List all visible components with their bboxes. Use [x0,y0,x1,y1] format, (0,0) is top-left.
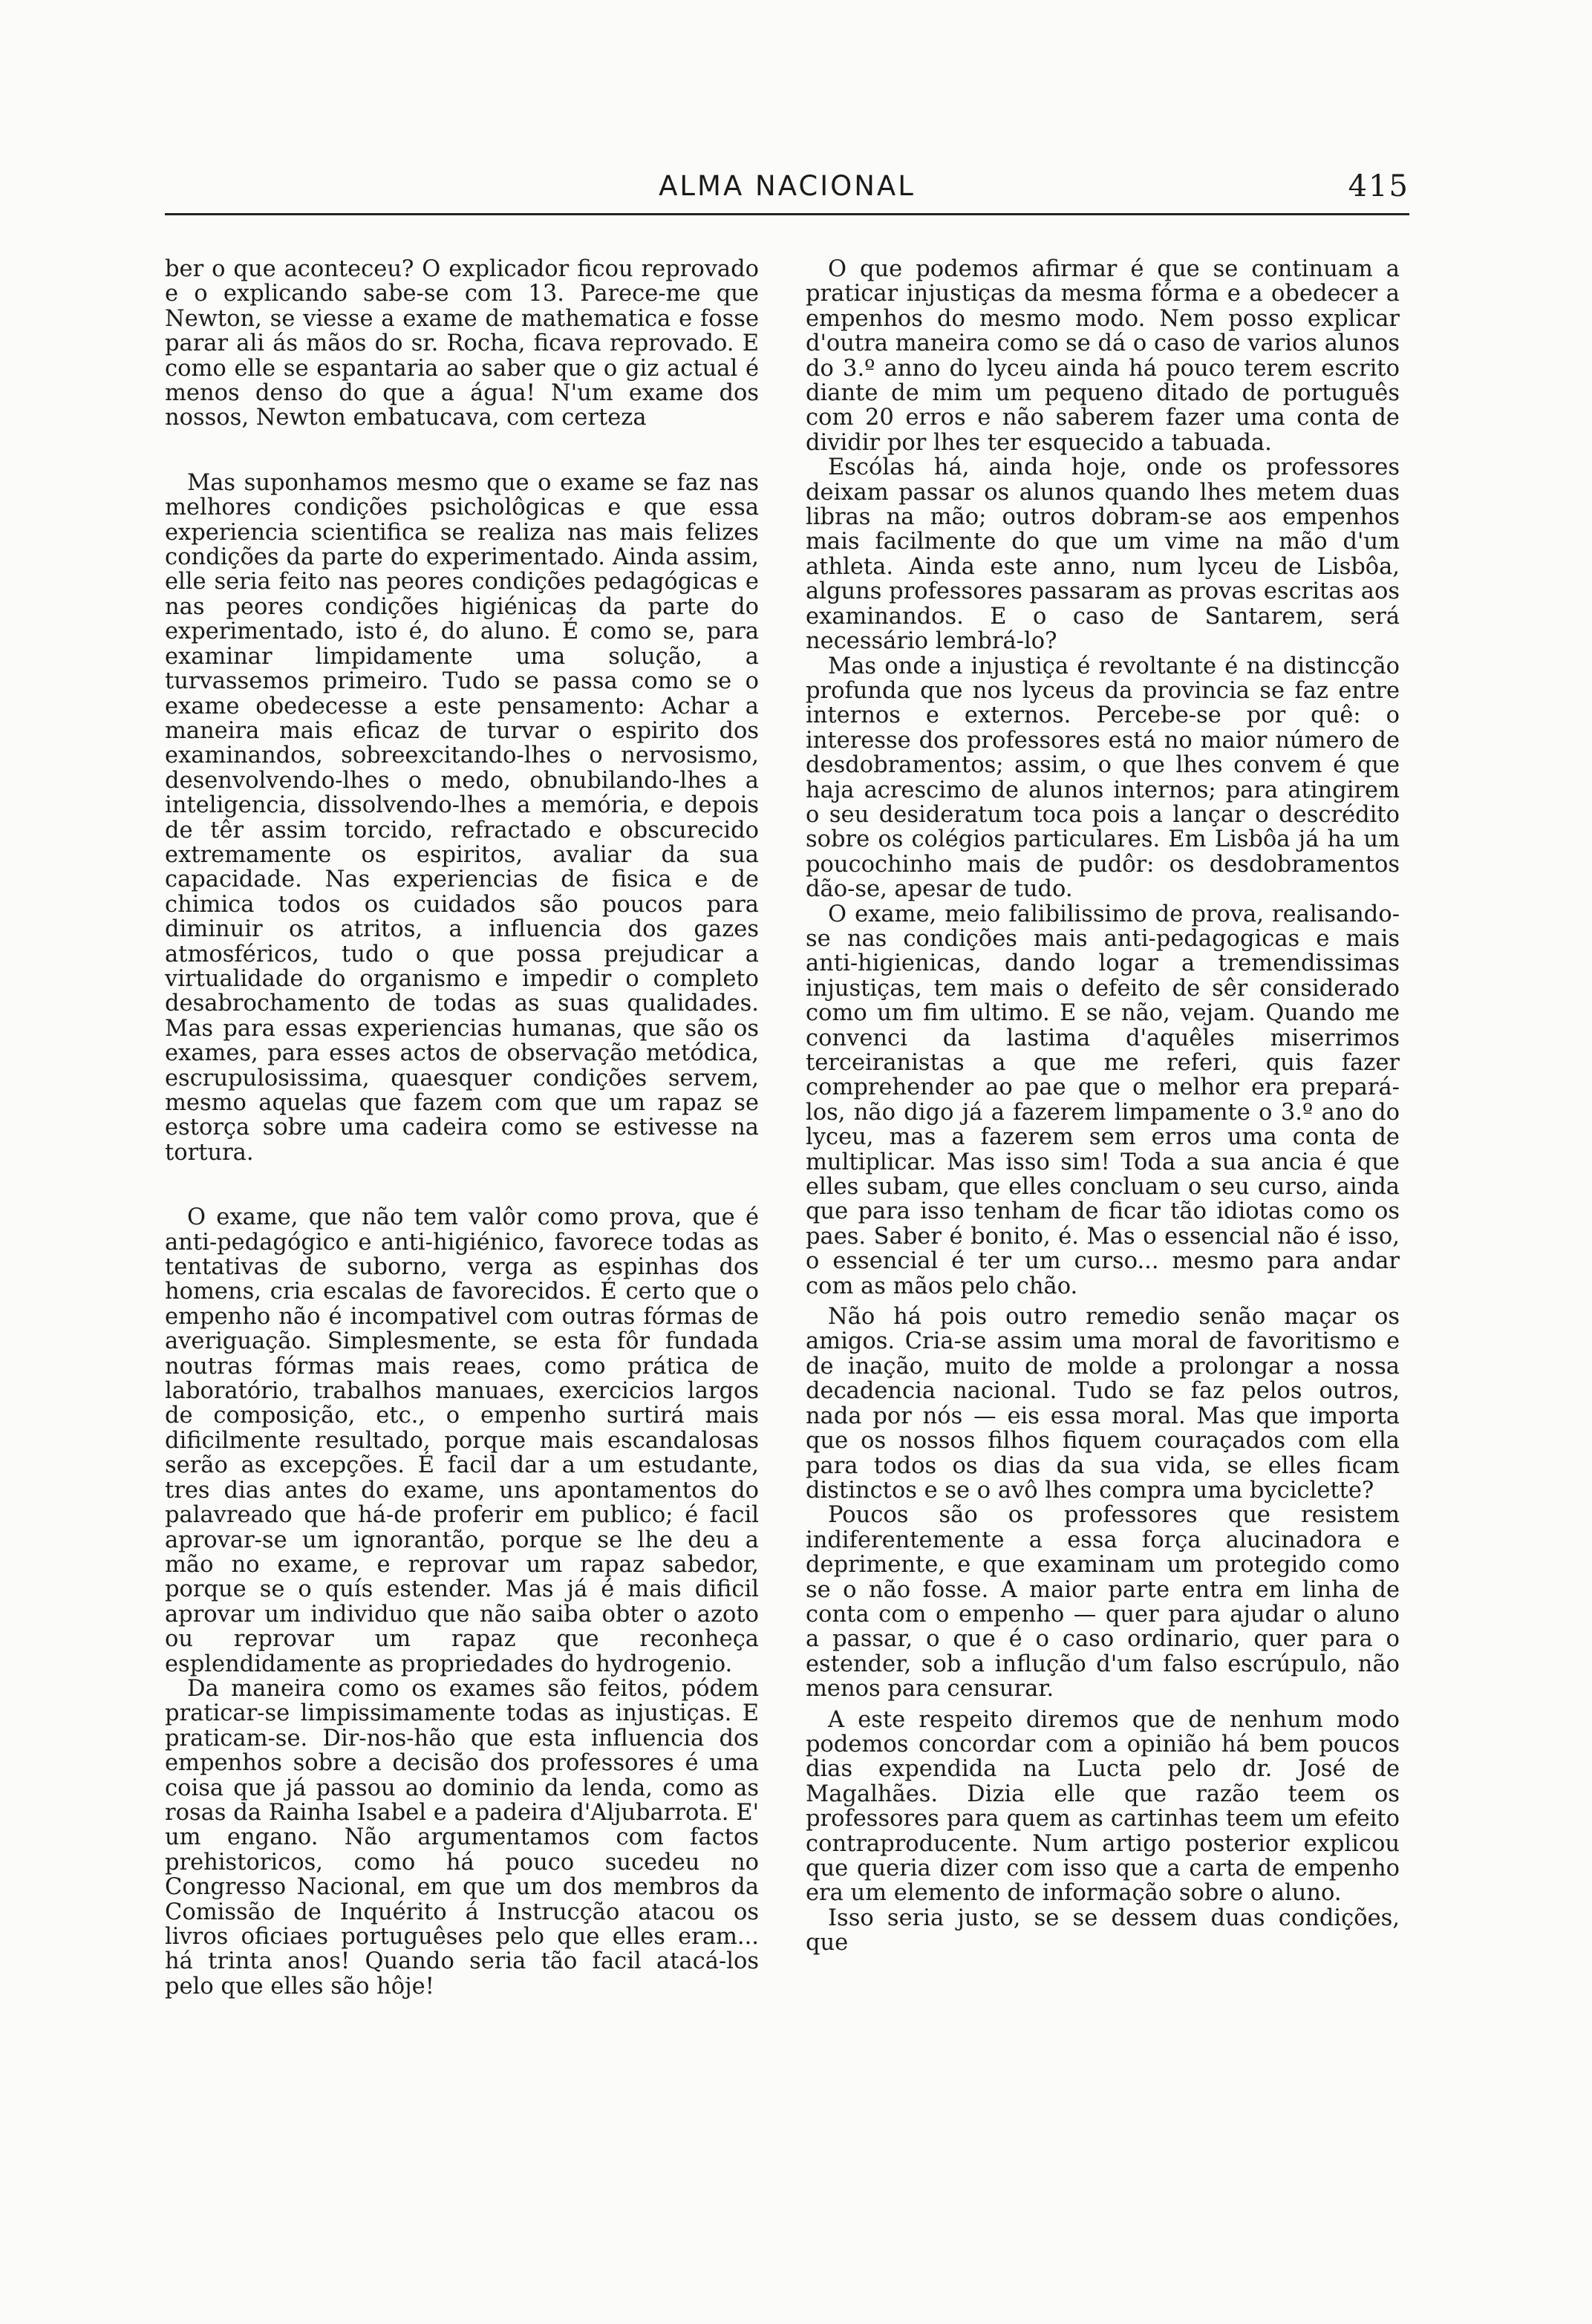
left-column [165,257,759,1999]
paragraph: Mas onde a injustiça é revoltante é na distincção profunda que nos lyceus da provincia se faz entre internos e externos. Percebe-se por quê: o interesse dos professores está no maior número de desdobramentos; assim, o que lhes convem é que haja acrescimo de alunos internos; para atingirem o seu desideratum toca pois a lançar o descrédito sobre os colégios particulares. Em Lisbôa já ha um poucochinho mais de pudôr: os desdobramentos dão-se, apesar de tudo. [806,653,1400,903]
paragraph: Escólas há, ainda hoje, onde os professores deixam passar os alunos quando lhes metem duas libras na mão; outros dobram-se aos empenhos mais facilmente do que um vime na mão d'um athleta. Ainda este anno, num lyceu de Lisbôa, alguns professores passaram as provas escritas aos examinandos. E o caso de Santarem, será necessário lembrá-lo? [806,454,1400,655]
paragraph: Da maneira como os exames são feitos, pódem praticar-se limpissimamente todas as injustiças. E praticam-se. Dir-nos-hão que esta influencia dos empenhos sobre a decisão dos professores é uma coisa que já passou ao dominio da lenda, como as rosas da Rainha Isabel e a padeira d'Aljubarrota. E' um engano. Não argumentamos com factos prehistoricos, como há pouco sucedeu no Congresso Nacional, em que um dos membros da Comissão de Inquérito á Instrucção atacou os livros oficiaes portuguêses pelo que elles eram... há trinta anos! Quando seria tão facil atacá-los pelo que elles são hôje! [165,1675,759,2000]
page-header [165,169,1409,215]
paragraph: O exame, que não tem valôr como prova, que é anti-pedagógico e anti-higiénico, favorece todas as tentativas de suborno, verga as espinhas dos homens, cria escalas de favorecidos. É certo que o empenho não é incompativel com outras fórmas de averiguação. Simplesmente, se esta fôr fundada noutras fórmas mais reaes, como prática de laboratório, trabalhos manuaes, exercicios largos de composição, etc., o empenho surtirá mais dificilmente resultado, porque mais escandalosas serão as excepções. É facil dar a um estudante, tres dias antes do exame, uns apontamentos do palavreado que há-de proferir em publico; é facil aprovar-se um ignorantão, porque se lhe deu a mão no exame, e reprovar um rapaz sabedor, porque se o quís estender. Mas já é mais dificil aprovar um individuo que não saiba obter o azoto ou reprovar um rapaz que reconheça esplendidamente as propriedades do hydrogenio. [165,1204,759,1677]
paragraph: O que podemos afirmar é que se continuam a praticar injustiças da mesma fórma e a obedecer a empenhos do mesmo modo. Nem posso explicar d'outra maneira como se dá o caso de varios alunos do 3.º anno do lyceu ainda há pouco terem escrito diante de mim um pequeno ditado de português com 20 erros e não saberem fazer uma conta de dividir por lhes ter esquecido a tabuada. [806,256,1400,456]
page-number: 415 [1348,169,1409,203]
paragraph: A este respeito diremos que de nenhum modo podemos concordar com a opinião há bem poucos dias expendida na Lucta pelo dr. José de Magalhães. Dizia elle que razão teem os professores para quem as cartinhas teem um efeito contraproducente. Num artigo posterior explicou que queria dizer com isso que a carta de empenho era um elemento de informação sobre o aluno. [806,1706,1400,1907]
right-column [806,257,1400,1956]
paragraph: Mas suponhamos mesmo que o exame se faz nas melhores condições psicholôgicas e que essa experiencia scientifica se realiza nas mais felizes condições da parte do experimentado. Ainda assim, elle seria feito nas peores condições pedagógicas e nas peores condições higiénicas da parte do experimentado, isto é, do aluno. É como se, para examinar limpidamente uma solução, a turvassemos primeiro. Tudo se passa como se o exame obedecesse a este pensamento: Achar a maneira mais eficaz de turvar o espirito dos examinandos, sobreexcitando-lhes o nervosismo, desenvolvendo-lhes o medo, obnubilando-lhes a inteligencia, dissolvendo-lhes a memória, e depois de têr assim torcido, refractado e obscurecido extremamente os espiritos, avaliar da sua capacidade. Nas experiencias de fisica e de chimica todos os cuidados são poucos para diminuir os atritos, a influencia dos gazes atmosféricos, tudo o que possa prejudicar a virtualidade do organismo e impedir o completo desabrochamento de todas as suas qualidades. Mas para essas experiencias humanas, que são os exames, para esses actos de observação metódica, escrupulosissima, quaesquer condições servem, mesmo aquelas que fazem com que um rapaz se estorça sobre uma cadeira como se estivesse na tortura. [165,469,759,1166]
running-title: ALMA NACIONAL [659,170,916,202]
paragraph: ber o que aconteceu? O explicador ficou reprovado e o explicando sabe-se com 13. Parece-me que Newton, se viesse a exame de mathematica e fosse parar ali ás mãos do sr. Rocha, ficava reprovado. E como elle se espantaria ao saber que o giz actual é menos denso do que a água! N'um exame dos nossos, Newton embatucava, com certeza [165,256,759,431]
paragraph: O exame, meio falibilissimo de prova, realisando-se nas condições mais anti-pedagogicas e mais anti-higienicas, dando logar a tremendissimas injustiças, tem mais o defeito de sêr considerado como um fim ultimo. E se não, vejam. Quando me convenci da lastima d'aquêles miserrimos terceiranistas a que me referi, quis fazer comprehender ao pae que o melhor era prepará-los, não digo já a fazerem limpamente o 3.º ano do lyceu, mas a fazerem sem erros uma conta de multiplicar. Mas isso sim! Toda a sua ancia é que elles subam, que elles concluam o seu curso, ainda que para isso tenham de ficar tão idiotas como os paes. Saber é bonito, é. Mas o essencial não é isso, o essencial é ter um curso... mesmo para andar com as mãos pelo chão. [806,901,1400,1299]
paragraph: Isso seria justo, se se dessem duas condições, que [806,1904,1400,1956]
header-rule [165,213,1409,215]
paragraph: Não há pois outro remedio senão maçar os amigos. Cria-se assim uma moral de favoritismo e de inação, muito de molde a prolongar a nossa decadencia nacional. Tudo se faz pelos outros, nada por nós — eis essa moral. Mas que importa que os nossos filhos fiquem couraçados com ella para todos os dias da sua vida, se elles ficam distinctos e se o avô lhes compra uma byciclette? [806,1304,1400,1504]
paragraph: Poucos são os professores que resistem indiferentemente a essa força alucinadora e deprimente, e que examinam um protegido como se o não fosse. A maior parte entra em linha de conta com o empenho — quer para ajudar o aluno a passar, o que é o caso ordinario, quer para o estender, sob a influção d'um falso escrúpulo, não menos para censurar. [806,1502,1400,1703]
